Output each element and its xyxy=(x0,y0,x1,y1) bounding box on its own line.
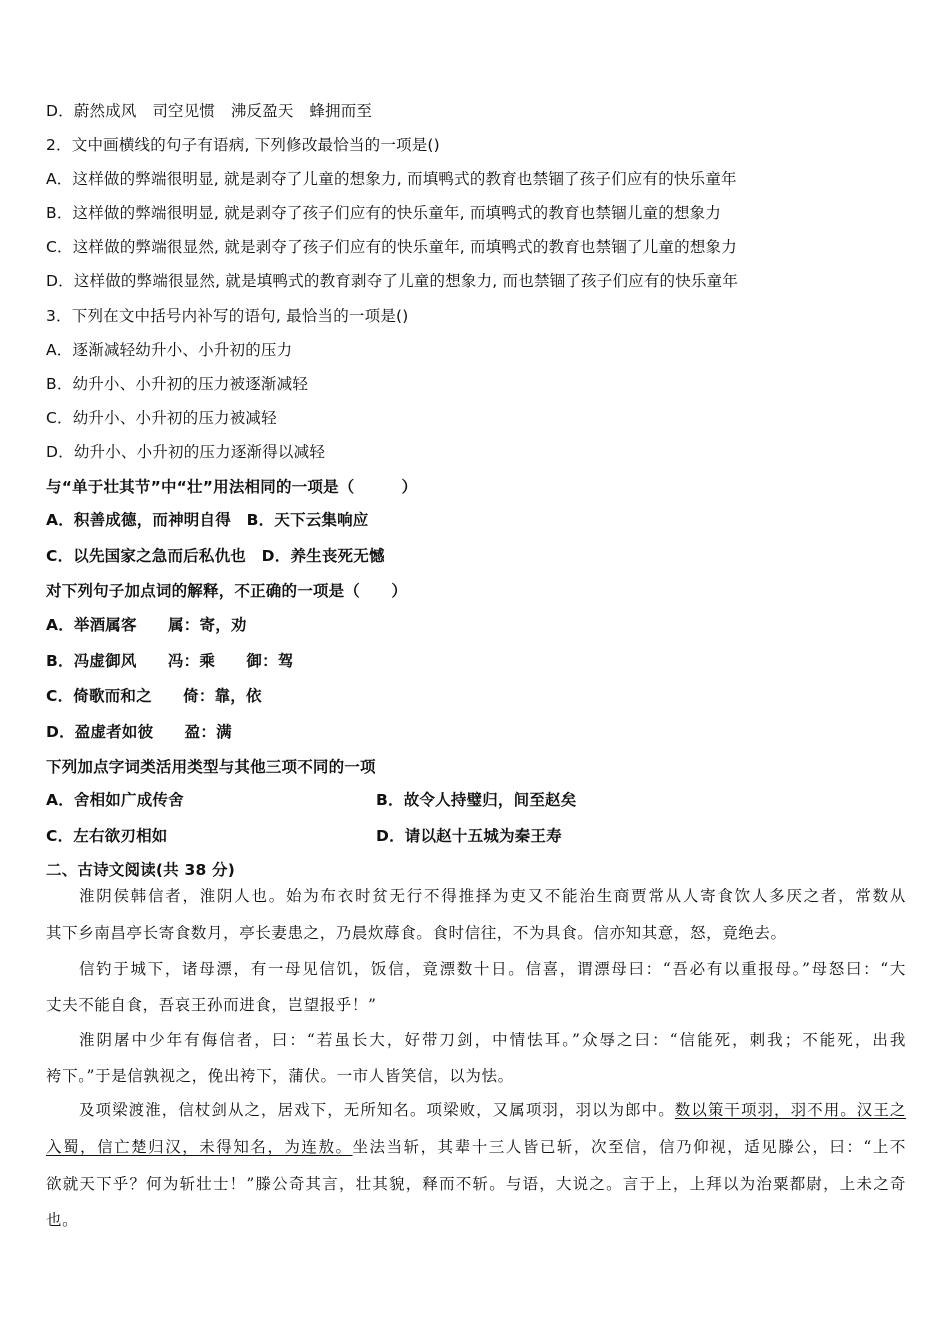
section-title: 二、古诗文阅读(共 38 分) xyxy=(46,861,236,879)
passage-p2-line1: 信钓于城下，诸母漂，有一母见信饥，饭信，竟漂数十日。信喜，谓漂母曰：“吾必有以重报母。”母怒曰：“大 xyxy=(79,960,906,978)
q2-option-d: D．这样做的弊端很显然, 就是填鸭式的教育剥夺了儿童的想象力, 而也禁锢了孩子们应有的快乐童年 xyxy=(46,272,739,290)
passage-p4-line2 xyxy=(46,1136,906,1158)
passage-p4-line2-plain: 坐法当斩，其辈十三人皆已斩，次至信，信乃仰视，适见滕公，曰：“上不 xyxy=(352,1138,906,1156)
q5-stem: 对下列句子加点词的解释，不正确的一项是（ ） xyxy=(46,582,408,600)
q4-options-row2: C．以先国家之急而后私仇也 D．养生丧死无憾 xyxy=(46,547,385,565)
q2-option-a: A．这样做的弊端很明显, 就是剥夺了儿童的想象力, 而填鸭式的教育也禁锢了孩子们应有的快乐童年 xyxy=(46,170,737,188)
underlined-sentence-part2: 入蜀，信亡楚归汉，未得知名，为连敖。 xyxy=(46,1138,353,1156)
q3-option-c: C．幼升小、小升初的压力被减轻 xyxy=(46,409,277,427)
q5-option-b: B．冯虚御风 冯：乘 御：驾 xyxy=(46,652,294,670)
passage-p4-line3: 欲就天下乎？何为斩壮士！”滕公奇其言，壮其貌，释而不斩。与语，大说之。言于上，上拜以为治粟都尉，上未之奇 xyxy=(46,1175,906,1193)
q4-stem: 与“单于壮其节”中“壮”用法相同的一项是（ ） xyxy=(46,478,418,496)
passage-p1-line1: 淮阴侯韩信者，淮阴人也。始为布衣时贫无行不得推择为吏又不能治生商贾常从人寄食饮人多厌之者，常数从 xyxy=(79,887,906,905)
passage-p4-line1-plain: 及项梁渡淮，信杖剑从之，居戏下，无所知名。项梁败，又属项羽，羽以为郎中。 xyxy=(79,1101,675,1119)
q6-option-d: D．请以赵十五城为秦王寿 xyxy=(376,827,562,845)
q6-option-b: B．故令人持璧归，间至赵矣 xyxy=(376,791,577,809)
q3-option-d: D．幼升小、小升初的压力逐渐得以减轻 xyxy=(46,443,326,461)
passage-p3-line1: 淮阴屠中少年有侮信者，曰：“若虽长大，好带刀剑，中情怯耳。”众辱之曰：“信能死，刺我；不能死，出我 xyxy=(79,1031,906,1049)
q2-option-b: B．这样做的弊端很明显, 就是剥夺了孩子们应有的快乐童年, 而填鸭式的教育也禁锢儿童的想象力 xyxy=(46,204,722,222)
q4-options-row1: A．积善成德，而神明自得 B．天下云集响应 xyxy=(46,511,369,529)
q3-option-a: A．逐渐减轻幼升小、小升初的压力 xyxy=(46,341,293,359)
passage-p3-line2: 袴下。”于是信孰视之，俛出袴下，蒲伏。一市人皆笑信，以为怯。 xyxy=(46,1067,514,1085)
passage-p4-line4: 也。 xyxy=(46,1211,79,1229)
q6-option-c: C．左右欲刃相如 xyxy=(46,827,168,845)
underlined-sentence-part1: 数以策干项羽，羽不用。汉王之 xyxy=(674,1101,906,1119)
q2-stem: 2．文中画横线的句子有语病, 下列修改最恰当的一项是() xyxy=(46,136,440,154)
q3-stem: 3．下列在文中括号内补写的语句, 最恰当的一项是() xyxy=(46,307,409,325)
q3-option-b: B．幼升小、小升初的压力被逐渐减轻 xyxy=(46,375,309,393)
passage-p4-line1 xyxy=(46,1099,906,1121)
q5-option-d: D．盈虚者如彼 盈：满 xyxy=(46,723,232,741)
q5-option-a: A．举酒属客 属：寄，劝 xyxy=(46,616,247,634)
q2-option-c: C．这样做的弊端很显然, 就是剥夺了孩子们应有的快乐童年, 而填鸭式的教育也禁锢了儿童的想象力 xyxy=(46,238,737,256)
q6-stem: 下列加点字词类活用类型与其他三项不同的一项 xyxy=(46,758,376,776)
q1-option-d: D．蔚然成风 司空见惯 沸反盈天 蜂拥而至 xyxy=(46,102,373,120)
passage-p1-line2: 其下乡南昌亭长寄食数月，亭长妻患之，乃晨炊蓐食。食时信往，不为具食。信亦知其意，怒，竟绝去。 xyxy=(46,924,787,942)
q6-option-a: A．舍相如广成传舍 xyxy=(46,791,184,809)
q5-option-c: C．倚歌而和之 倚：靠，依 xyxy=(46,687,262,705)
passage-p2-line2: 丈夫不能自食，吾哀王孙而进食，岂望报乎！” xyxy=(46,996,377,1014)
